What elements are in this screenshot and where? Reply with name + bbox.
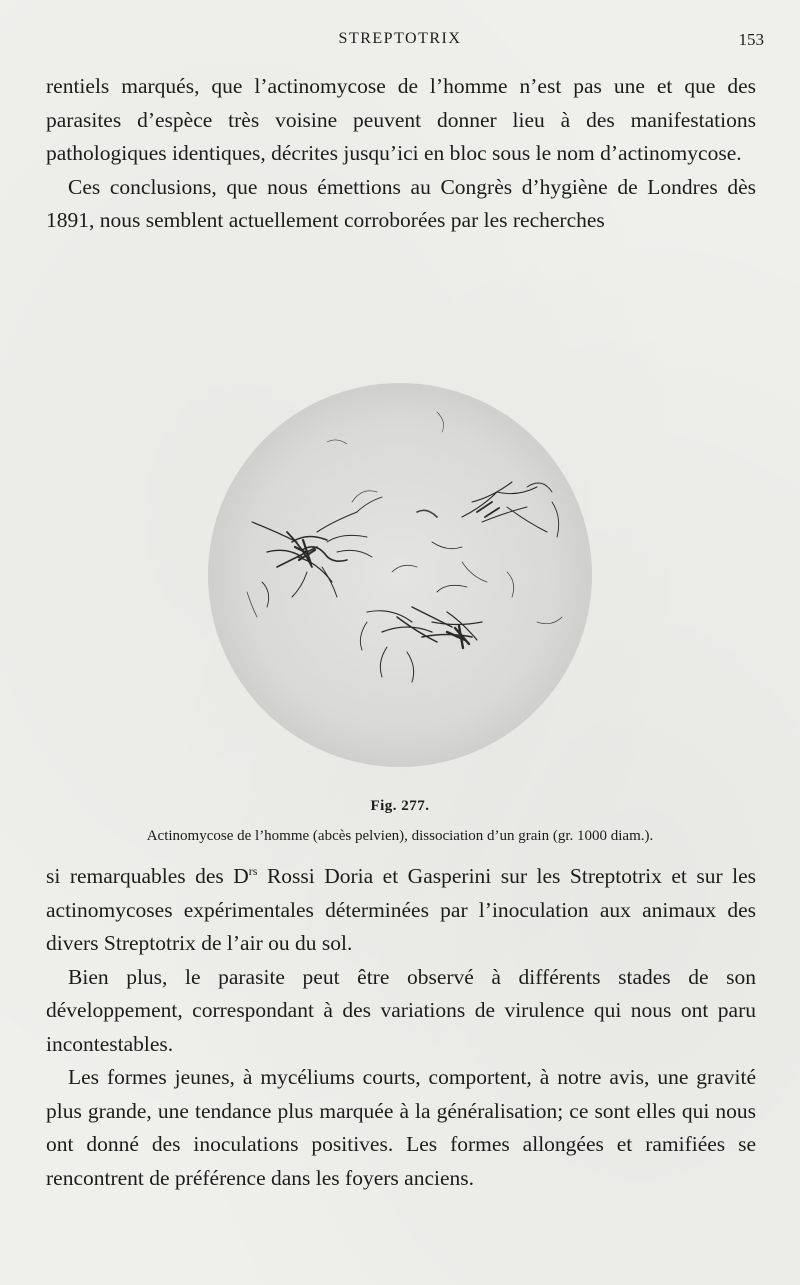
page-number: 153 — [738, 30, 764, 49]
micrograph-figure — [207, 382, 593, 768]
running-head — [0, 30, 800, 54]
text-block-bottom — [46, 855, 756, 1195]
paragraph-continued-prefix: si remarquables des D — [46, 864, 249, 889]
paragraph-continued — [46, 855, 756, 961]
figure-caption: Actinomycose de l’homme (abcès pelvien), dissociation d’un grain (gr. 1000 diam.). — [146, 828, 654, 844]
paragraph: Les formes jeunes, à mycéliums courts, comportent, à notre avis, une gravité plus grande, une tendance plus marquée à la généralisation; ce sont elles qui nous ont donné des inoculations positives. Les formes allongées et ramifiées se rencontrent de préférence dans les foyers anciens. — [46, 1065, 756, 1190]
paragraph: rentiels marqués, que l’actinomycose de l’homme n’est pas une et que des parasites d’espèce très voisine peuvent donner lieu à des manifestations pathologiques identiques, décrites jusqu’ici en bloc sous le nom d’actinomycose. — [46, 74, 756, 165]
microscope-field — [208, 383, 592, 767]
running-title: STREPTOTRIX — [338, 30, 462, 47]
paragraph: Ces conclusions, que nous émettions au Congrès d’hygiène de Londres dès 1891, nous semblent actuellement corroborées par les recherches — [46, 174, 756, 232]
text-block-top — [46, 70, 756, 238]
paragraph: Bien plus, le parasite peut être observé à différents stades de son développement, correspondant à des variations de virulence qui nous ont paru incontestables. — [46, 964, 756, 1056]
micrograph-image — [207, 382, 593, 768]
paragraph-continued-rest: Rossi Doria et Gasperini sur les Streptotrix et sur les actinomycoses expérimentales déterminées par l’inoculation aux animaux des divers Streptotrix de l’air ou du sol. — [46, 864, 756, 956]
doctors-abbreviation-superscript: rs — [248, 864, 258, 878]
figure-label: Fig. 277. — [370, 798, 430, 814]
